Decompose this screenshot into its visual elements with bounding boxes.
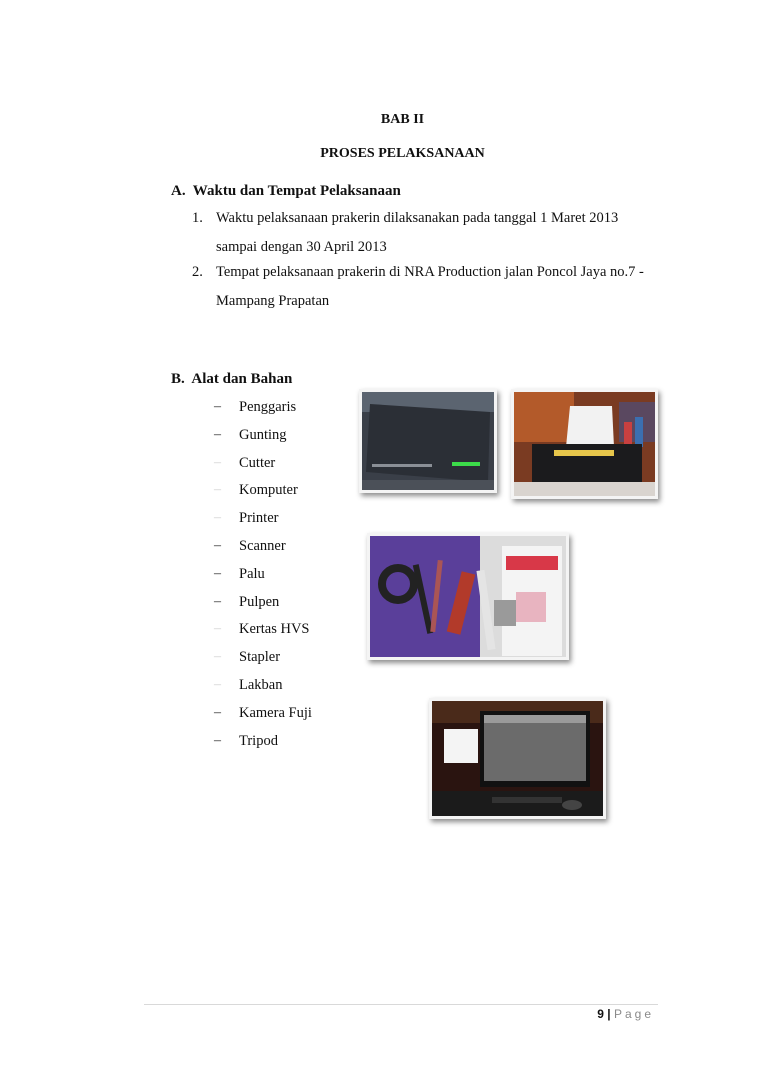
list-dash: – xyxy=(214,733,221,748)
material-item: Lakban xyxy=(239,677,283,693)
list-item-text: Waktu pelaksanaan prakerin dilaksanakan pada tanggal 1 Maret 2013 sampai dengan 30 April 2013 xyxy=(216,210,619,255)
list-dash: – xyxy=(214,649,221,664)
list-dash: – xyxy=(214,621,221,636)
page-number: 9 xyxy=(597,1007,604,1021)
section-a-heading: A. Waktu dan Tempat Pelaksanaan xyxy=(171,183,401,199)
footer-divider xyxy=(144,1004,658,1005)
material-item: Printer xyxy=(239,510,279,526)
material-item: Penggaris xyxy=(239,399,297,415)
computer-photo xyxy=(429,698,606,819)
material-item: Pulpen xyxy=(239,594,280,610)
page-label: Page xyxy=(613,1007,654,1021)
list-dash: – xyxy=(214,538,221,553)
tools-photo xyxy=(367,533,569,660)
list-dash: – xyxy=(214,510,221,525)
material-item: Scanner xyxy=(239,538,286,554)
list-dash: – xyxy=(214,399,221,414)
material-item: Palu xyxy=(239,566,265,582)
material-item: Tripod xyxy=(239,733,278,749)
section-b-heading: B. Alat dan Bahan xyxy=(171,371,293,387)
list-dash: – xyxy=(214,705,221,720)
list-dash: – xyxy=(214,482,221,497)
chapter-number: BAB II xyxy=(380,112,425,127)
list-item-number: 2. xyxy=(192,264,203,280)
footer-separator: | xyxy=(607,1007,611,1021)
list-item-number: 1. xyxy=(192,210,203,226)
page-footer xyxy=(597,1007,654,1021)
list-dash: – xyxy=(214,677,221,692)
list-dash: – xyxy=(214,455,221,470)
chapter-title: PROSES PELAKSANAAN xyxy=(320,146,485,161)
list-dash: – xyxy=(214,594,221,609)
material-item: Komputer xyxy=(239,482,298,498)
list-dash: – xyxy=(214,566,221,581)
scanner-photo xyxy=(359,389,497,493)
list-dash: – xyxy=(214,427,221,442)
material-item: Cutter xyxy=(239,455,276,471)
list-item-text: Tempat pelaksanaan prakerin di NRA Production jalan Poncol Jaya no.7 - Mampang Prapatan xyxy=(216,264,644,309)
material-item: Gunting xyxy=(239,427,287,443)
material-item: Stapler xyxy=(239,649,281,665)
printer-photo xyxy=(511,389,658,499)
material-item: Kertas HVS xyxy=(239,621,310,637)
material-item: Kamera Fuji xyxy=(239,705,312,721)
